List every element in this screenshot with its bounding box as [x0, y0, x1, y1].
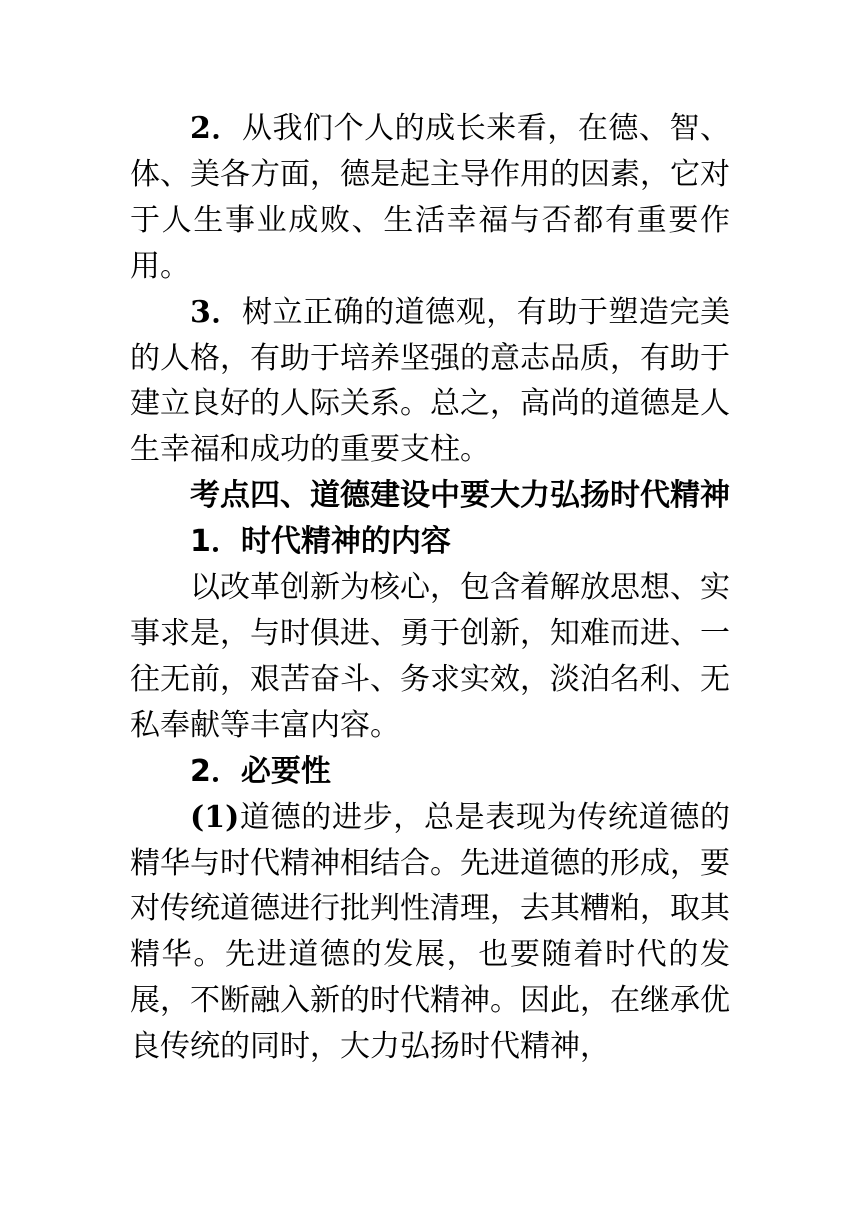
paragraph-number: 3． [190, 294, 242, 330]
paragraph-text: 道德的进步，总是表现为传统道德的精华与时代精神相结合。先进道德的形成，要对传统道德进行批判性清理，去其糟粕，取其精华。先进道德的发展，也要随着时代的发展，不断融入新的时代精神。因此，在继承优良传统的同时，大力弘扬时代精神， [130, 799, 730, 1065]
paragraph-text: 树立正确的道德观，有助于塑造完美的人格，有助于培养坚强的意志品质，有助于建立良好的人际关系。总之，高尚的道德是人生幸福和成功的重要支柱。 [130, 294, 731, 468]
paragraph-text: 从我们个人的成长来看，在德、智、体、美各方面，德是起主导作用的因素，它对于人生事业成败、生活幸福与否都有重要作用。 [130, 111, 731, 284]
paragraph-point-3 [130, 290, 730, 474]
paragraph-point-2 [130, 106, 730, 290]
document-page [130, 106, 730, 1070]
paragraph-number: 2． [190, 111, 242, 146]
subsection-heading-necessity: 2．必要性 [190, 753, 331, 789]
paragraph-content: 以改革创新为核心，包含着解放思想、实事求是，与时俱进、勇于创新，知难而进、一往无前，艰苦奋斗、务求实效，淡泊名利、无私奉献等丰富内容。 [130, 570, 730, 743]
subsection-heading-content: 1．时代精神的内容 [190, 524, 451, 560]
section-heading: 考点四、道德建设中要大力弘扬时代精神 [190, 478, 730, 514]
paragraph-number: (1) [190, 799, 240, 835]
paragraph-necessity-1 [130, 795, 730, 1070]
